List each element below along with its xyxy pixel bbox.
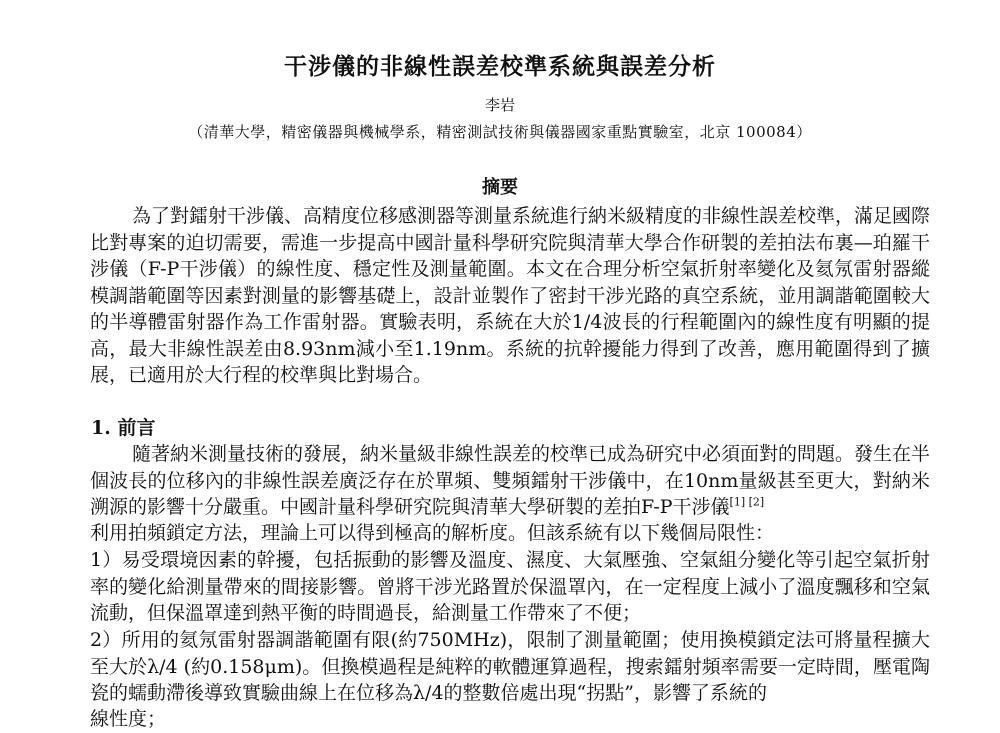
introduction-line: 利用拍頻鎖定方法，理論上可以得到極高的解析度。但該系統有以下幾個局限性： xyxy=(90,522,775,544)
introduction-text: 隨著納米測量技術的發展，納米量級非線性誤差的校準已成為研究中必須面對的問題。發生在半個波長的位移內的非線性誤差廣泛存在於單頻、雙頻鐳射干涉儀中，在10nm量級甚至更大，對納米溯源的影響十分嚴重。中國計量科學研究院與清華大學研製的差拍F-P干涉儀 xyxy=(90,443,931,518)
citation-refs: [1] [2] xyxy=(729,495,765,509)
limitation-item-2-continuation: 線性度； xyxy=(90,708,167,730)
introduction-paragraph xyxy=(90,441,930,521)
author-name: 李岩 xyxy=(484,96,515,114)
affiliation: （清華大學，精密儀器與機械學系，精密測試技術與儀器國家重點實驗室，北京 100084） xyxy=(188,123,812,141)
section-heading-introduction: 1. 前言 xyxy=(91,417,156,439)
abstract-heading: 摘要 xyxy=(482,177,518,198)
abstract-text: 為了對鐳射干涉儀、高精度位移感測器等測量系統進行納米級精度的非線性誤差校準，滿足國際比對專案的迫切需要，需進一步提高中國計量科學研究院與清華大學合作研製的差拍法布裏—珀羅干涉儀（F-P干涉儀）的線性度、穩定性及測量範圍。本文在合理分析空氣折射率變化及氦氖雷射器縱模調諧範圍等因素對測量的影響基礎上，設計並製作了密封干涉光路的真空系統，並用調諧範圍較大的半導體雷射器作為工作雷射器。實驗表明，系統在大於1/4波長的行程範圍內的線性度有明顯的提高，最大非線性誤差由8.93nm減小至1.19nm。系統的抗幹擾能力得到了改善，應用範圍得到了擴展，已適用於大行程的校準與比對場合。 xyxy=(90,205,931,386)
paper-title: 干涉儀的非線性誤差校準系統與誤差分析 xyxy=(284,53,716,80)
limitation-item-1: 1）易受環境因素的幹擾，包括振動的影響及溫度、濕度、大氣壓強、空氣組分變化等引起空氣折射率的變化給測量帶來的間接影響。曾將干涉光路置於保溫罩內，在一定程度上減小了溫度飄移和空氣流動，但保溫罩達到熱平衡的時間過長，給測量工作帶來了不便； xyxy=(90,549,930,624)
limitation-item-2: 2）所用的氦氖雷射器調諧範圍有限(約750MHz)，限制了測量範圍；使用換模鎖定法可將量程擴大至大於λ/4 (約0.158μm)。但換模過程是純粹的軟體運算過程，搜索鐳射頻率需要一定時間，壓電陶瓷的蠕動滯後導致實驗曲線上在位移為λ/4的整數倍處出現“拐點”，影響了系統的 xyxy=(90,629,930,704)
